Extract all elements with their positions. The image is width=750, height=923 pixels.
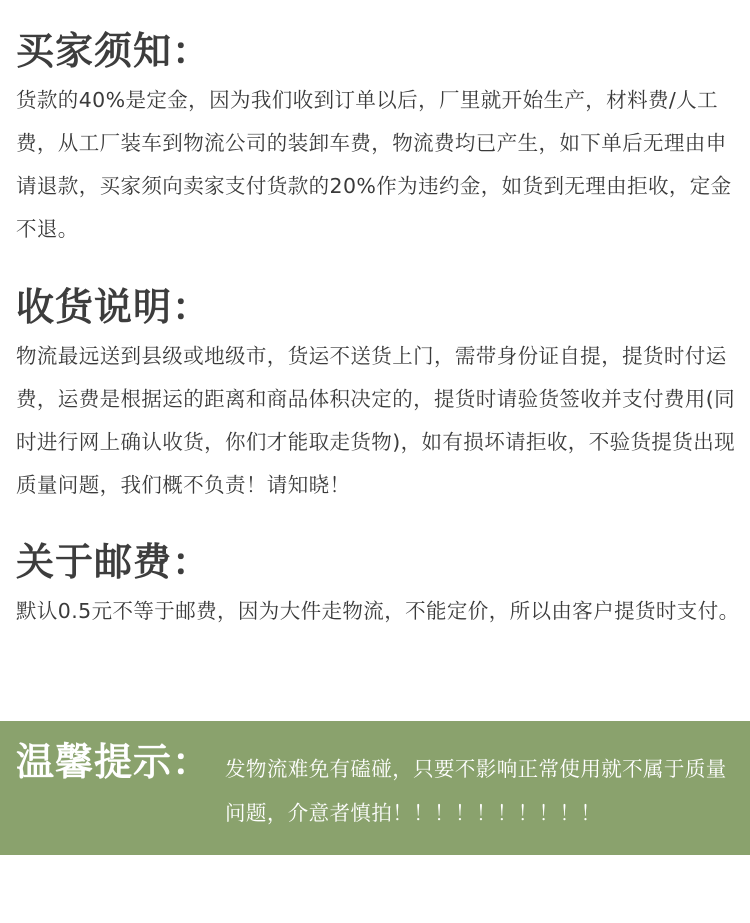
buyer-notice-text: 货款的40%是定金，因为我们收到订单以后，厂里就开始生产，材料费/人工费，从工厂装车到物流公司的装卸车费，物流费均已产生，如下单后无理由申请退款，买家须向卖家支付货款的20%作为违约金，如货到无理由拒收，定金不退。 bbox=[16, 88, 732, 241]
warm-tip-text: 发物流难免有磕碰，只要不影响正常使用就不属于质量问题，介意者慎拍！！！！！！！！！！ bbox=[225, 757, 727, 825]
buyer-notice-section bbox=[16, 28, 740, 251]
delivery-note-title: 收货说明： bbox=[16, 285, 212, 329]
delivery-note-section bbox=[16, 284, 740, 507]
postage-section bbox=[16, 539, 740, 633]
delivery-note-text: 物流最远送到县级或地级市，货运不送货上门，需带身份证自提，提货时付运费，运费是根据运的距离和商品体积决定的，提货时请验货签收并支付费用(同时进行网上确认收货，你们才能取走货物)，如有损坏请拒收，不验货提货出现质量问题，我们概不负责！请知晓！ bbox=[16, 344, 735, 497]
warm-tip-title: 温馨提示： bbox=[16, 740, 212, 784]
warm-tip-banner bbox=[0, 721, 750, 855]
postage-title: 关于邮费： bbox=[16, 540, 212, 584]
buyer-notice-title: 买家须知： bbox=[16, 29, 212, 73]
postage-text: 默认0.5元不等于邮费，因为大件走物流，不能定价，所以由客户提货时支付。 bbox=[16, 599, 740, 623]
